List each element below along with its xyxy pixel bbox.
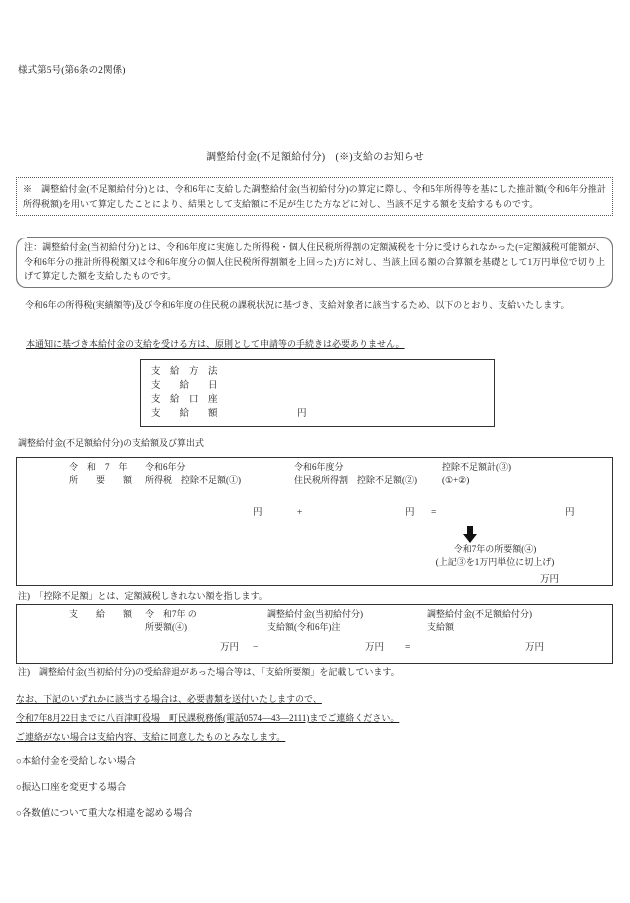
rounded-amount-label: 令和7年の所要額(④) (上記③を1万円単位に切上げ): [435, 544, 555, 567]
form-number: 様式第5号(第6条の2関係): [18, 66, 126, 76]
closing-line-3: ご連絡がない場合は支給内容、支給に同意したものとみなします。: [16, 732, 286, 742]
calc2-man-yen-2: 万円: [365, 643, 385, 653]
payment-date-label: 支 給 日: [151, 381, 218, 391]
calc-table-1-equation-row: [17, 506, 612, 520]
calc-col-required-amount: 令 和 7 年 所 要 額: [69, 462, 133, 485]
payment-row-account: [151, 393, 494, 407]
page-title: 調整給付金(不足額給付分) (※)支給のお知らせ: [206, 152, 424, 163]
calc2-col-shortfall-benefit: 調整給付金(不足額給付分) 支給額: [427, 609, 532, 632]
calc-section-caption: 調整給付金(不足額給付分)の支給額及び算出式: [18, 438, 204, 448]
calc-col-income-tax: 令和6年分 所得税 控除不足額(①): [145, 462, 241, 485]
calc2-man-yen-1: 万円: [220, 643, 240, 653]
calc-operator-equals: =: [431, 508, 437, 518]
calc-yen-2: 円: [405, 508, 415, 518]
calc-table-2-equation-row: [17, 641, 612, 655]
calc-yen-1: 円: [253, 508, 263, 518]
calc-col-resident-tax: 令和6年度分 住民税所得割 控除不足額(②): [294, 462, 417, 485]
chu-note-box: 注：調整給付金(当初給付分)とは、令和6年度に実施した所得税・個人住民税所得割の定額減税を十分に受けられなかった(=定額減税可能額が、令和6年分の推計所得税額又は令和6年度分の個人住民税所得割額を上回った)方に対し、当該上回る額の合算額を基礎として1万円単位で切り上げて算定した額を支給したものです。: [16, 238, 613, 287]
intro-paragraph: 令和6年の所得税(実績額等)及び令和6年度の住民税の課税状況に基づき、支給対象者に該当するため、以下のとおり、支給いたします。: [25, 300, 570, 310]
closing-line-2: 令和7年8月22日までに八百津町役場 町民課税務係(電話0574—43—2111)までご連絡ください。: [16, 713, 400, 723]
calc2-operator-minus: −: [253, 643, 259, 653]
bullet-item-3: ○各数値について重大な相違を認める場合: [16, 809, 193, 819]
calc2-col-payment-amount: 支 給 額: [69, 609, 133, 619]
calculation-table-2: [16, 604, 613, 664]
calc-note-1: 注) 「控除不足額」とは、定額減税しきれない額を指します。: [18, 591, 268, 601]
payment-account-label: 支 給 口 座: [151, 395, 218, 405]
rounded-amount-unit: 万円: [540, 575, 560, 585]
asterisk-note-box: ※ 調整給付金(不足額給付分)とは、令和6年に支給した調整給付金(当初給付分)の算定に際し、令和5年所得等を基にした推計額(令和6年分推計所得税額)を用いて算定したことにより、結果として支給額に不足が生じた方などに対し、当該不足する額を支給するものです。: [16, 177, 613, 216]
payment-amount-label: 支 給 額: [151, 409, 218, 419]
no-application-paragraph: 本通知に基づき本給付金の支給を受ける方は、原則として申請等の手続きは必要ありません。: [26, 339, 405, 349]
payment-row-date: [151, 379, 494, 393]
calc2-col-initial-benefit: 調整給付金(当初給付分) 支給額(令和6年)注: [267, 609, 363, 632]
closing-line-1: なお、下記のいずれかに該当する場合は、必要書類を送付いたしますので、: [16, 694, 322, 704]
payment-info-box: [140, 359, 495, 427]
calc-table-1-header: [17, 458, 612, 484]
calc-col-total-deduction: 控除不足額計(③) (①+②): [442, 462, 511, 485]
calc2-man-yen-3: 万円: [525, 643, 545, 653]
payment-amount-unit: 円: [297, 409, 307, 419]
bullet-item-2: ○振込口座を変更する場合: [16, 783, 127, 793]
calc2-operator-equals: =: [405, 643, 411, 653]
calc2-col-required-amount: 令 和7年 の 所要額(④): [145, 609, 197, 632]
payment-method-label: 支 給 方 法: [151, 367, 218, 377]
calc-note-2: 注) 調整給付金(当初給付分)の受給辞退があった場合等は、「支給所要額」を記載しています。: [18, 667, 400, 677]
calc-yen-3: 円: [565, 508, 575, 518]
payment-row-amount: [151, 407, 494, 421]
payment-row-method: [151, 365, 494, 379]
bullet-item-1: ○本給付金を受給しない場合: [16, 757, 136, 767]
calc-operator-plus: +: [297, 508, 303, 518]
